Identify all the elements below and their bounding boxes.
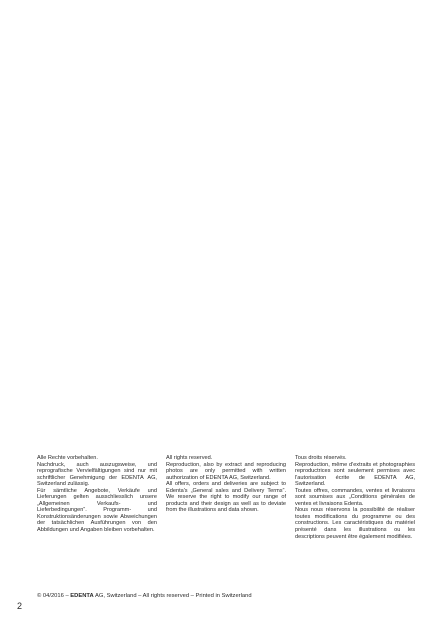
copyright-footer	[37, 593, 252, 600]
legal-paragraph: Nous nous réservons la possibilité de réaliser toutes modifications du programme ou des constructions. Les caractéristiques du matériel présenté dans les illustrations ou les descriptions peuvent être également modifiées.	[295, 507, 415, 540]
copyright-prefix: © 04/2016 –	[37, 593, 71, 599]
legal-notice-english	[166, 455, 286, 514]
legal-notice-french	[295, 455, 415, 540]
brand-name: EDENTA	[70, 593, 94, 599]
legal-paragraph: Tous droits réservés.	[295, 455, 347, 461]
legal-paragraph: Nachdruck, auch auszugsweise, und reprografische Vervielfältigungen sind nur mit schriftlicher Genehmigung der EDENTA AG, Switzerland zulässig.	[37, 461, 157, 488]
legal-paragraph: Für sämtliche Angebote, Verkäufe und Lieferungen gelten ausschliesslich unsere „Allgemeinen Verkaufs- und Lieferbedingungen“. Programm- und Konstruktionsänderungen sowie Abweichungen der tatsächlichen Ausführungen von den Abbildungen und Angaben bleiben vorbehalten.	[37, 487, 157, 534]
legal-paragraph: Toutes offres, commandes, ventes et livraisons sont soumises aux „Conditions générales de ventes et livraisons Edenta.	[295, 487, 415, 507]
legal-paragraph: Alle Rechte vorbehalten.	[37, 455, 98, 461]
page-number: 2	[17, 601, 23, 611]
legal-paragraph: All offers, orders and deliveries are subject to Edenta's „General sales and Delivery Terms“. We reserve the right to modify our range of products and their design as well as to deviate from the illustrations and data shown.	[166, 481, 286, 514]
legal-notice-german	[37, 455, 157, 534]
copyright-suffix: AG, Switzerland – All rights reserved – Printed in Switzerland	[93, 593, 252, 599]
legal-paragraph: All rights reserved.	[166, 455, 213, 461]
legal-paragraph: Reproduction, même d'extraits et photographies reproductrices sont seulement permises avec l'autorisation écrite de EDENTA AG, Switzerland.	[295, 461, 415, 488]
legal-paragraph: Reproduction, also by extract and reproducing photos are only permitted with written authorization of EDENTA AG, Switzerland.	[166, 461, 286, 481]
